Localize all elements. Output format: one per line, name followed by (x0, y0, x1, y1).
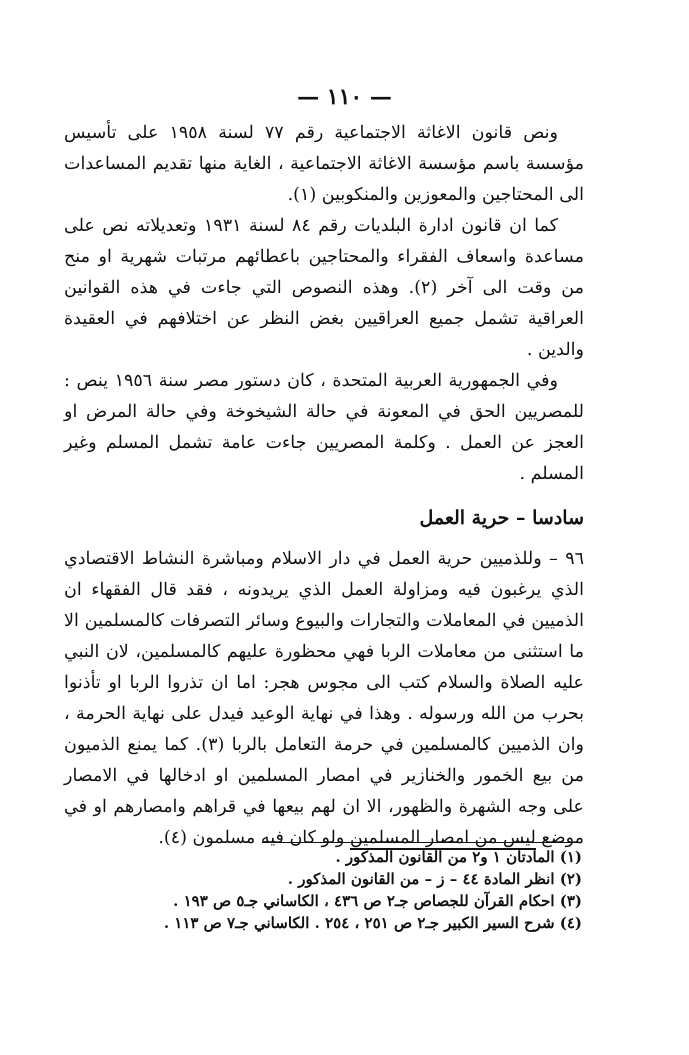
footnote-2: (٢) انظر المادة ٤٤ – ز – من القانون المذكور . (287, 870, 582, 888)
paragraph-tail-text: ولو كان فيه مسلمون (٤). (158, 828, 350, 848)
paragraph-main-text: ٩٦ – وللذميين حرية العمل في دار الاسلام ومباشرة النشاط الاقتصادي الذي يرغبون فيه ومزاولة العمل الذي يريدونه ، فقد قال الفقهاء ان الذميين في المعاملات والتجارات والبيوع وسائر التصرفات كالمسلمين الا ما استثنى من معاملات الربا فهي محظورة عليهم كالمسلمين، لان النبي عليه الصلاة والسلام كتب الى مجوس هجر: اما ان تذروا الربا او تأذنوا بحرب من الله ورسوله . وهذا في نهاية الوعيد فيدل على نهاية الحرمة ، وان الذميين كالمسلمين في حرمة التعامل بالربا (٣). كما يمنع الذميون من بيع الخمور والخنازير في امصار المسلمين او ادخالها في الامصار على وجه الشهرة والظهور، الا ان لهم بيعها في قراهم وامصارهم او في موضع (64, 549, 584, 848)
footnote-1: (١) المادتان ١ و٢ من القانون المذكور . (335, 848, 582, 866)
paragraph-uar-constitution: وفي الجمهورية العربية المتحدة ، كان دستور مصر سنة ١٩٥٦ ينص : للمصريين الحق في المعونة في حالة الشيخوخة وفي حالة المرض او العجز عن العمل . وكلمة المصريين جاءت عامة تشمل المسلم وغير المسلم . (64, 371, 584, 484)
paragraph-freedom-of-work (64, 544, 584, 854)
footnote-divider (262, 842, 582, 843)
paragraph-municipalities-law: كما ان قانون ادارة البلديات رقم ٨٤ لسنة ١٩٣١ وتعديلاته نص على مساعدة واسعاف الفقراء والمحتاجين باعطائهم مرتبات شهرية او منح من وقت الى آخر (٢). وهذه النصوص التي جاءت في هذه القوانين العراقية تشمل جميع العراقيين بغض النظر عن اختلافهم في العقيدة والدين . (64, 216, 585, 360)
footnote-3: (٣) احكام القرآن للجصاص جـ٢ ص ٤٣٦ ، الكاساني جـ٥ ص ١٩٣ . (173, 892, 582, 910)
section-title: سادسا – حرية العمل (419, 507, 584, 529)
paragraph-social-relief-law: ونص قانون الاغاثة الاجتماعية رقم ٧٧ لسنة ١٩٥٨ على تأسيس مؤسسة باسم مؤسسة الاغاثة الاجتماعية ، الغاية منها تقديم المساعدات الى المحتاجين والمعوزين والمنكوبين (١). (64, 123, 584, 205)
underlined-phrase: ليس من امصار المسلمين (349, 828, 536, 848)
page-body (64, 118, 584, 854)
footnotes (70, 846, 582, 934)
page-number: — ١١٠ — (297, 84, 392, 110)
footnote-4: (٤) شرح السير الكبير جـ٢ ص ٢٥١ ، ٢٥٤ . الكاساني جـ٧ ص ١١٣ . (163, 914, 582, 932)
